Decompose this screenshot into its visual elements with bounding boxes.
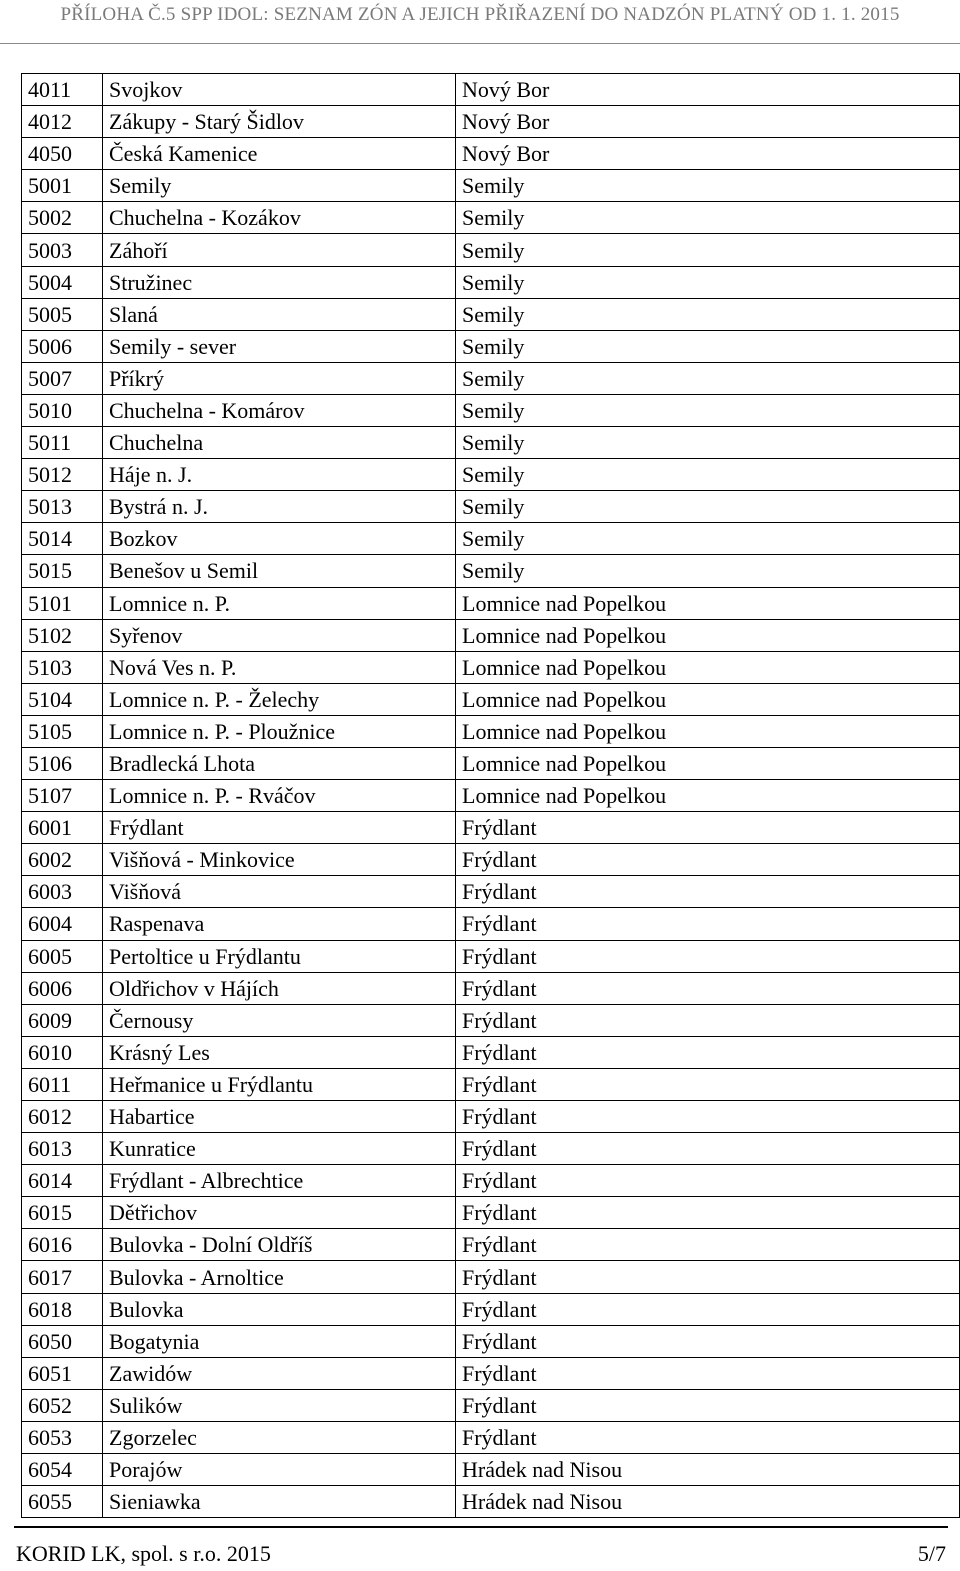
zone-name-cell: Háje n. J.	[103, 459, 456, 491]
table-row	[22, 234, 960, 266]
zone-number-cell: 5011	[22, 427, 103, 459]
footer-company: KORID LK, spol. s r.o. 2015	[16, 1541, 271, 1566]
supra-zone-cell: Lomnice nad Popelkou	[456, 715, 960, 747]
zone-name-cell: Heřmanice u Frýdlantu	[103, 1068, 456, 1100]
zone-number-cell: 6055	[22, 1486, 103, 1518]
supra-zone-cell: Frýdlant	[456, 1036, 960, 1068]
supra-zone-cell: Semily	[456, 394, 960, 426]
supra-zone-cell: Frýdlant	[456, 1293, 960, 1325]
zone-name-cell: Dětřichov	[103, 1197, 456, 1229]
table-row	[22, 1229, 960, 1261]
table-row	[22, 1036, 960, 1068]
supra-zone-cell: Frýdlant	[456, 1133, 960, 1165]
zone-number-cell: 6051	[22, 1357, 103, 1389]
supra-zone-cell: Lomnice nad Popelkou	[456, 619, 960, 651]
supra-zone-cell: Semily	[456, 362, 960, 394]
table-row	[22, 1293, 960, 1325]
supra-zone-cell: Frýdlant	[456, 1325, 960, 1357]
zone-number-cell: 5012	[22, 459, 103, 491]
zone-number-cell: 5004	[22, 266, 103, 298]
supra-zone-cell: Semily	[456, 427, 960, 459]
supra-zone-cell: Nový Bor	[456, 138, 960, 170]
table-row	[22, 1197, 960, 1229]
zone-name-cell: Semily - sever	[103, 330, 456, 362]
zone-number-cell: 5101	[22, 587, 103, 619]
table-row	[22, 330, 960, 362]
page-header	[0, 0, 960, 44]
supra-zone-cell: Frýdlant	[456, 1165, 960, 1197]
zone-number-cell: 5003	[22, 234, 103, 266]
zone-name-cell: Semily	[103, 170, 456, 202]
table-row	[22, 1454, 960, 1486]
supra-zone-cell: Semily	[456, 266, 960, 298]
zone-name-cell: Višňová	[103, 876, 456, 908]
table-row	[22, 138, 960, 170]
supra-zone-cell: Frýdlant	[456, 1357, 960, 1389]
zone-name-cell: Chuchelna	[103, 427, 456, 459]
zone-number-cell: 6011	[22, 1068, 103, 1100]
supra-zone-cell: Frýdlant	[456, 1004, 960, 1036]
table-row	[22, 266, 960, 298]
zone-name-cell: Bradlecká Lhota	[103, 747, 456, 779]
supra-zone-cell: Frýdlant	[456, 1101, 960, 1133]
zone-name-cell: Oldřichov v Hájích	[103, 972, 456, 1004]
supra-zone-cell: Lomnice nad Popelkou	[456, 683, 960, 715]
supra-zone-cell: Semily	[456, 459, 960, 491]
table-row	[22, 1068, 960, 1100]
zone-name-cell: Kunratice	[103, 1133, 456, 1165]
zone-number-cell: 5010	[22, 394, 103, 426]
table-row	[22, 394, 960, 426]
zone-number-cell: 6053	[22, 1421, 103, 1453]
table-row	[22, 1421, 960, 1453]
supra-zone-cell: Frýdlant	[456, 812, 960, 844]
zone-number-cell: 6001	[22, 812, 103, 844]
zone-name-cell: Frýdlant - Albrechtice	[103, 1165, 456, 1197]
zone-name-cell: Zgorzelec	[103, 1421, 456, 1453]
supra-zone-cell: Semily	[456, 170, 960, 202]
table-row	[22, 491, 960, 523]
table-row	[22, 362, 960, 394]
zone-name-cell: Slaná	[103, 298, 456, 330]
zone-name-cell: Česká Kamenice	[103, 138, 456, 170]
zone-name-cell: Zawidów	[103, 1357, 456, 1389]
zone-name-cell: Svojkov	[103, 74, 456, 106]
zone-number-cell: 6016	[22, 1229, 103, 1261]
table-row	[22, 1133, 960, 1165]
zone-number-cell: 6005	[22, 940, 103, 972]
table-row	[22, 908, 960, 940]
zone-name-cell: Příkrý	[103, 362, 456, 394]
supra-zone-cell: Semily	[456, 202, 960, 234]
zone-number-cell: 6003	[22, 876, 103, 908]
header-title: PŘÍLOHA Č.5 SPP IDOL: SEZNAM ZÓN A JEJICH PŘIŘAZENÍ DO NADZÓN PLATNÝ OD 1. 1. 2015	[60, 4, 900, 25]
supra-zone-cell: Hrádek nad Nisou	[456, 1454, 960, 1486]
supra-zone-cell: Frýdlant	[456, 1197, 960, 1229]
table-row	[22, 1389, 960, 1421]
zone-number-cell: 4050	[22, 138, 103, 170]
supra-zone-cell: Semily	[456, 523, 960, 555]
zone-number-cell: 5104	[22, 683, 103, 715]
zone-number-cell: 5107	[22, 780, 103, 812]
table-row	[22, 202, 960, 234]
table-row	[22, 106, 960, 138]
zone-number-cell: 5006	[22, 330, 103, 362]
table-row	[22, 651, 960, 683]
supra-zone-cell: Semily	[456, 491, 960, 523]
zone-name-cell: Lomnice n. P. - Rváčov	[103, 780, 456, 812]
zone-number-cell: 6006	[22, 972, 103, 1004]
zone-number-cell: 5015	[22, 555, 103, 587]
supra-zone-cell: Frýdlant	[456, 1068, 960, 1100]
zone-number-cell: 6015	[22, 1197, 103, 1229]
table-row	[22, 1357, 960, 1389]
zone-number-cell: 5106	[22, 747, 103, 779]
zone-name-cell: Zákupy - Starý Šidlov	[103, 106, 456, 138]
zone-number-cell: 5001	[22, 170, 103, 202]
zone-name-cell: Bulovka - Dolní Oldříš	[103, 1229, 456, 1261]
footer-page-number: 5/7	[917, 1541, 946, 1566]
table-row	[22, 844, 960, 876]
zone-name-cell: Bogatynia	[103, 1325, 456, 1357]
zone-number-cell: 6004	[22, 908, 103, 940]
zone-number-cell: 6010	[22, 1036, 103, 1068]
zone-name-cell: Bulovka	[103, 1293, 456, 1325]
zone-number-cell: 6009	[22, 1004, 103, 1036]
zone-name-cell: Višňová - Minkovice	[103, 844, 456, 876]
supra-zone-cell: Frýdlant	[456, 1229, 960, 1261]
supra-zone-cell: Nový Bor	[456, 74, 960, 106]
zone-name-cell: Stružinec	[103, 266, 456, 298]
table-row	[22, 1004, 960, 1036]
table-row	[22, 940, 960, 972]
zone-name-cell: Benešov u Semil	[103, 555, 456, 587]
zones-table	[21, 73, 960, 1518]
table-row	[22, 1101, 960, 1133]
table-row	[22, 459, 960, 491]
zone-number-cell: 6052	[22, 1389, 103, 1421]
zone-name-cell: Lomnice n. P.	[103, 587, 456, 619]
supra-zone-cell: Lomnice nad Popelkou	[456, 587, 960, 619]
supra-zone-cell: Frýdlant	[456, 876, 960, 908]
zone-name-cell: Porajów	[103, 1454, 456, 1486]
table-row	[22, 1165, 960, 1197]
zone-name-cell: Raspenava	[103, 908, 456, 940]
zone-number-cell: 6002	[22, 844, 103, 876]
zone-name-cell: Bystrá n. J.	[103, 491, 456, 523]
supra-zone-cell: Lomnice nad Popelkou	[456, 780, 960, 812]
table-row	[22, 74, 960, 106]
page-footer	[14, 1526, 948, 1571]
supra-zone-cell: Frýdlant	[456, 908, 960, 940]
table-row	[22, 619, 960, 651]
zone-number-cell: 6018	[22, 1293, 103, 1325]
table-row	[22, 555, 960, 587]
supra-zone-cell: Lomnice nad Popelkou	[456, 651, 960, 683]
zone-number-cell: 5013	[22, 491, 103, 523]
table-row	[22, 683, 960, 715]
table-row	[22, 1261, 960, 1293]
zone-number-cell: 5005	[22, 298, 103, 330]
supra-zone-cell: Frýdlant	[456, 972, 960, 1004]
table-row	[22, 747, 960, 779]
zones-table-body	[22, 74, 960, 1518]
table-row	[22, 1325, 960, 1357]
supra-zone-cell: Frýdlant	[456, 1421, 960, 1453]
zone-name-cell: Chuchelna - Kozákov	[103, 202, 456, 234]
zone-name-cell: Syřenov	[103, 619, 456, 651]
zone-name-cell: Frýdlant	[103, 812, 456, 844]
zone-number-cell: 5105	[22, 715, 103, 747]
zone-name-cell: Lomnice n. P. - Ploužnice	[103, 715, 456, 747]
table-row	[22, 876, 960, 908]
table-row	[22, 523, 960, 555]
zone-name-cell: Habartice	[103, 1101, 456, 1133]
zone-number-cell: 5103	[22, 651, 103, 683]
table-row	[22, 587, 960, 619]
zone-name-cell: Chuchelna - Komárov	[103, 394, 456, 426]
zone-name-cell: Nová Ves n. P.	[103, 651, 456, 683]
table-row	[22, 298, 960, 330]
zone-number-cell: 6013	[22, 1133, 103, 1165]
zone-number-cell: 6014	[22, 1165, 103, 1197]
supra-zone-cell: Semily	[456, 330, 960, 362]
zone-name-cell: Lomnice n. P. - Želechy	[103, 683, 456, 715]
table-row	[22, 427, 960, 459]
zone-name-cell: Krásný Les	[103, 1036, 456, 1068]
zone-name-cell: Bozkov	[103, 523, 456, 555]
supra-zone-cell: Semily	[456, 298, 960, 330]
zone-number-cell: 6054	[22, 1454, 103, 1486]
zone-number-cell: 4012	[22, 106, 103, 138]
zone-name-cell: Bulovka - Arnoltice	[103, 1261, 456, 1293]
table-row	[22, 715, 960, 747]
zone-number-cell: 5102	[22, 619, 103, 651]
zone-number-cell: 4011	[22, 74, 103, 106]
zone-name-cell: Sieniawka	[103, 1486, 456, 1518]
supra-zone-cell: Frýdlant	[456, 1261, 960, 1293]
table-row	[22, 812, 960, 844]
table-row	[22, 170, 960, 202]
zone-number-cell: 5014	[22, 523, 103, 555]
supra-zone-cell: Hrádek nad Nisou	[456, 1486, 960, 1518]
table-row	[22, 780, 960, 812]
zone-number-cell: 5002	[22, 202, 103, 234]
supra-zone-cell: Lomnice nad Popelkou	[456, 747, 960, 779]
supra-zone-cell: Frýdlant	[456, 844, 960, 876]
zone-name-cell: Černousy	[103, 1004, 456, 1036]
zone-number-cell: 6012	[22, 1101, 103, 1133]
supra-zone-cell: Semily	[456, 555, 960, 587]
zone-name-cell: Záhoří	[103, 234, 456, 266]
supra-zone-cell: Frýdlant	[456, 940, 960, 972]
zone-number-cell: 5007	[22, 362, 103, 394]
table-row	[22, 972, 960, 1004]
supra-zone-cell: Nový Bor	[456, 106, 960, 138]
table-row	[22, 1486, 960, 1518]
supra-zone-cell: Semily	[456, 234, 960, 266]
zone-number-cell: 6017	[22, 1261, 103, 1293]
zone-name-cell: Pertoltice u Frýdlantu	[103, 940, 456, 972]
zone-name-cell: Sulików	[103, 1389, 456, 1421]
supra-zone-cell: Frýdlant	[456, 1389, 960, 1421]
zone-number-cell: 6050	[22, 1325, 103, 1357]
